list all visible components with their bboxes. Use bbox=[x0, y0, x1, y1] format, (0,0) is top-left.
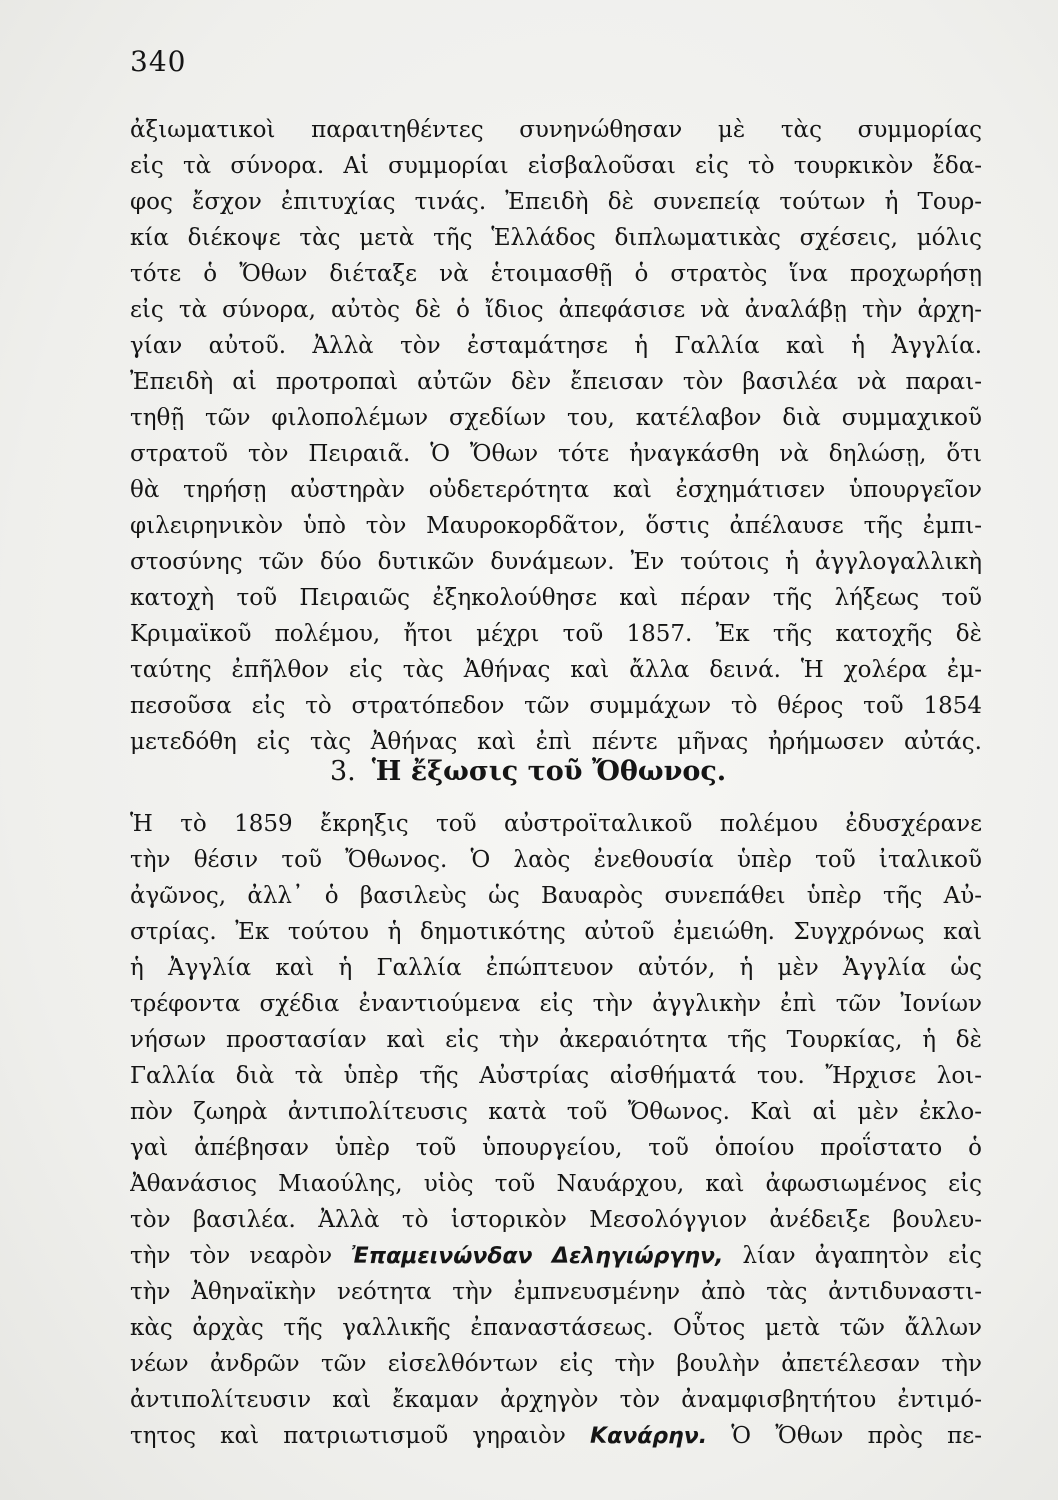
text-line: τότε ὁ Ὄθων διέταξε νὰ ἑτοιμασθῇ ὁ στρατὸς ἵνα προχωρήσῃ bbox=[130, 261, 982, 287]
text-line: μετεδόθη εἰς τὰς Ἀθήνας καὶ ἐπὶ πέντε μῆνας ἠρήμωσεν αὐτάς. bbox=[130, 729, 982, 755]
text-line: Γαλλία διὰ τὰ ὑπὲρ τῆς Αὐστρίας αἰσθήματά του. Ἤρχισε λοι- bbox=[130, 1063, 982, 1089]
text-run: Ὁ Ὄθων πρὸς πε- bbox=[707, 1423, 982, 1449]
paragraph-2 bbox=[130, 806, 982, 1454]
text-line: κὰς ἀρχὰς τῆς γαλλικῆς ἐπαναστάσεως. Οὗτος μετὰ τῶν ἄλλων bbox=[130, 1315, 982, 1341]
text-line: κατοχὴ τοῦ Πειραιῶς ἐξηκολούθησε καὶ πέραν τῆς λήξεως τοῦ bbox=[130, 585, 982, 611]
paragraph-1 bbox=[130, 112, 982, 760]
text-line: ἀξιωματικοὶ παραιτηθέντες συνηνώθησαν μὲ τὰς συμμορίας bbox=[130, 117, 982, 143]
text-line: στοσύνης τῶν δύο δυτικῶν δυνάμεων. Ἐν τούτοις ἡ ἀγγλογαλλικὴ bbox=[130, 549, 982, 575]
text-line: γίαν αὐτοῦ. Ἀλλὰ τὸν ἐσταμάτησε ἡ Γαλλία καὶ ἡ Ἀγγλία. bbox=[130, 333, 982, 359]
text-line: πὸν ζωηρὰ ἀντιπολίτευσις κατὰ τοῦ Ὄθωνος. Καὶ αἱ μὲν ἐκλο- bbox=[130, 1099, 982, 1125]
section-number: 3. bbox=[330, 756, 356, 787]
text-line: ἡ Ἀγγλία καὶ ἡ Γαλλία ἐπώπτευον αὐτόν, ἡ μὲν Ἀγγλία ὡς bbox=[130, 955, 982, 981]
text-line: θὰ τηρήσῃ αὐστηρὰν οὐδετερότητα καὶ ἐσχημάτισεν ὑπουργεῖον bbox=[130, 477, 982, 503]
text-line: τηθῇ τῶν φιλοπολέμων σχεδίων του, κατέλαβον διὰ συμμαχικοῦ bbox=[130, 405, 982, 431]
text-line: νέων ἀνδρῶν τῶν εἰσελθόντων εἰς τὴν βουλὴν ἀπετέλεσαν τὴν bbox=[130, 1351, 982, 1377]
page-number: 340 bbox=[130, 45, 187, 78]
text-line-with-bold bbox=[130, 1418, 982, 1454]
text-line: γαὶ ἀπέβησαν ὑπὲρ τοῦ ὑπουργείου, τοῦ ὁποίου προΐστατο ὁ bbox=[130, 1135, 982, 1161]
text-line: πεσοῦσα εἰς τὸ στρατόπεδον τῶν συμμάχων τὸ θέρος τοῦ 1854 bbox=[130, 693, 982, 719]
text-run: τὴν τὸν νεαρὸν bbox=[130, 1243, 352, 1269]
text-line: φιλειρηνικὸν ὑπὸ τὸν Μαυροκορδᾶτον, ὅστις ἀπέλαυσε τῆς ἐμπι- bbox=[130, 513, 982, 539]
text-line: ἀντιπολίτευσιν καὶ ἔκαμαν ἀρχηγὸν τὸν ἀναμφισβητήτου ἐντιμό- bbox=[130, 1387, 982, 1413]
text-line: τὴν Ἀθηναϊκὴν νεότητα τὴν ἐμπνευσμένην ἀπὸ τὰς ἀντιδυναστι- bbox=[130, 1279, 982, 1305]
text-run: λίαν ἀγαπητὸν εἰς bbox=[723, 1243, 982, 1269]
text-run: τητος καὶ πατριωτισμοῦ γηραιὸν bbox=[130, 1423, 591, 1449]
text-line: εἰς τὰ σύνορα. Αἱ συμμορίαι εἰσβαλοῦσαι εἰς τὸ τουρκικὸν ἔδα- bbox=[130, 153, 982, 179]
text-line: εἰς τὰ σύνορα, αὐτὸς δὲ ὁ ἴδιος ἀπεφάσισε νὰ ἀναλάβῃ τὴν ἀρχη- bbox=[130, 297, 982, 323]
text-line: Ἀθανάσιος Μιαούλης, υἱὸς τοῦ Ναυάρχου, καὶ ἀφωσιωμένος εἰς bbox=[130, 1171, 982, 1197]
section-heading bbox=[330, 752, 726, 792]
text-line: ἀγῶνος, ἀλλ᾽ ὁ βασιλεὺς ὡς Βαυαρὸς συνεπάθει ὑπὲρ τῆς Αὐ- bbox=[130, 883, 982, 909]
bold-name: Κανάρην. bbox=[590, 1424, 708, 1449]
text-line: φος ἔσχον ἐπιτυχίας τινάς. Ἐπειδὴ δὲ συνεπείᾳ τούτων ἡ Τουρ- bbox=[130, 189, 982, 215]
text-line: Ἐπειδὴ αἱ προτροπαὶ αὐτῶν δὲν ἔπεισαν τὸν βασιλέα νὰ παραι- bbox=[130, 369, 982, 395]
text-line: τὴν θέσιν τοῦ Ὄθωνος. Ὁ λαὸς ἐνεθουσία ὑπὲρ τοῦ ἰταλικοῦ bbox=[130, 847, 982, 873]
text-line: κία διέκοψε τὰς μετὰ τῆς Ἑλλάδος διπλωματικὰς σχέσεις, μόλις bbox=[130, 225, 982, 251]
text-line: τρέφοντα σχέδια ἐναντιούμενα εἰς τὴν ἀγγλικὴν ἐπὶ τῶν Ἰονίων bbox=[130, 991, 982, 1017]
text-line: τὸν βασιλέα. Ἀλλὰ τὸ ἱστορικὸν Μεσολόγγιον ἀνέδειξε βουλευ- bbox=[130, 1207, 982, 1233]
text-line: Κριμαϊκοῦ πολέμου, ἤτοι μέχρι τοῦ 1857. Ἐκ τῆς κατοχῆς δὲ bbox=[130, 621, 982, 647]
text-line-with-bold bbox=[130, 1238, 982, 1274]
text-line: στρίας. Ἐκ τούτου ἡ δημοτικότης αὐτοῦ ἐμειώθη. Συγχρόνως καὶ bbox=[130, 919, 982, 945]
text-line: Ἡ τὸ 1859 ἔκρηξις τοῦ αὐστροϊταλικοῦ πολέμου ἐδυσχέρανε bbox=[130, 811, 982, 837]
text-line: στρατοῦ τὸν Πειραιᾶ. Ὁ Ὄθων τότε ἠναγκάσθη νὰ δηλώσῃ, ὅτι bbox=[130, 441, 982, 467]
text-line: νήσων προστασίαν καὶ εἰς τὴν ἀκεραιότητα τῆς Τουρκίας, ἡ δὲ bbox=[130, 1027, 982, 1053]
section-title: Ἡ ἔξωσις τοῦ Ὄθωνος. bbox=[371, 756, 727, 787]
text-line: ταύτης ἐπῆλθον εἰς τὰς Ἀθήνας καὶ ἄλλα δεινά. Ἡ χολέρα ἐμ- bbox=[130, 657, 982, 683]
bold-name: Ἐπαμεινώνδαν Δεληγιώργην, bbox=[351, 1244, 724, 1269]
